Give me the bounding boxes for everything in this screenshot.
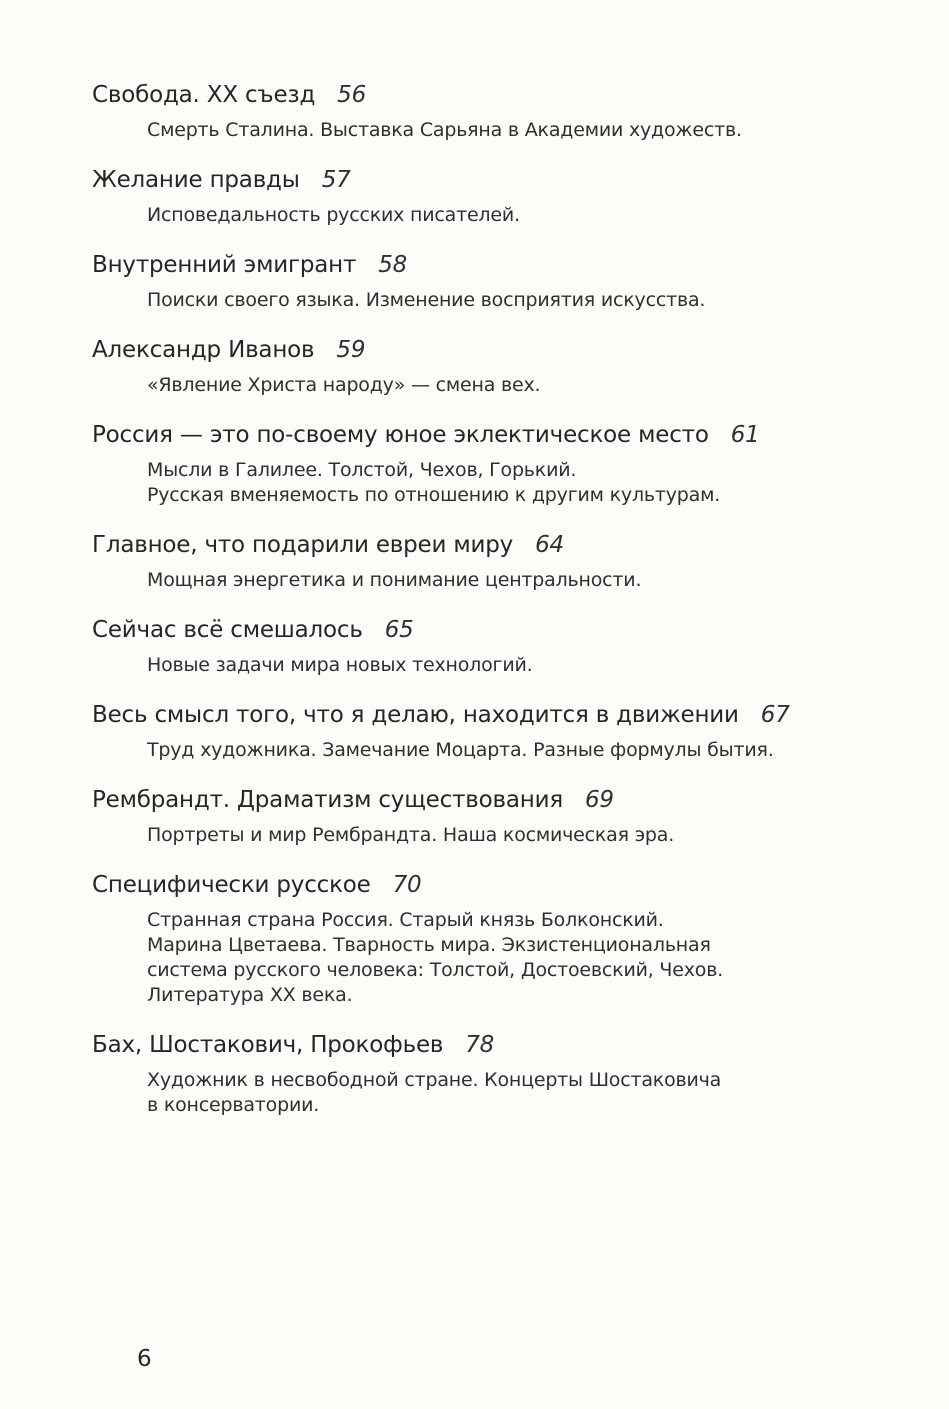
toc-entry-title-row xyxy=(92,698,892,732)
toc-entry-description-line: в консерватории. xyxy=(147,1094,320,1116)
toc-entry-page: 61 xyxy=(730,422,760,448)
toc-entry-description-line: «Явление Христа народу» — смена вех. xyxy=(147,374,541,396)
toc-entry xyxy=(92,528,892,593)
toc-entry-description xyxy=(147,568,892,593)
toc-entry-title-row xyxy=(92,248,892,282)
toc-entry xyxy=(92,163,892,228)
toc-entry-title: Главное, что подарили евреи миру xyxy=(92,532,514,558)
toc-entry-title-row xyxy=(92,163,892,197)
toc-entry-description-line: Новые задачи мира новых технологий. xyxy=(147,654,533,676)
toc-entry xyxy=(92,613,892,678)
toc-entry-page: 64 xyxy=(535,532,564,558)
page-number: 6 xyxy=(137,1346,152,1372)
toc-entry-page: 70 xyxy=(392,872,422,898)
toc-entry-description xyxy=(147,823,892,848)
toc-entry-description xyxy=(147,203,892,228)
toc-entry-title: Желание правды xyxy=(92,167,300,193)
toc-entry-description xyxy=(147,373,892,398)
toc-entry-description-line: Русская вменяемость по отношению к другим культурам. xyxy=(147,484,721,506)
toc-entry-description-line: Художник в несвободной стране. Концерты Шостаковича xyxy=(147,1069,722,1091)
toc-entry-title: Весь смысл того, что я делаю, находится в движении xyxy=(92,702,739,728)
toc-entry-title: Бах, Шостакович, Прокофьев xyxy=(92,1032,444,1058)
toc-entry-title-row xyxy=(92,1028,892,1062)
table-of-contents xyxy=(92,78,892,1138)
toc-entry-page: 69 xyxy=(584,787,614,813)
toc-entry-description xyxy=(147,908,892,1008)
toc-entry-title: Специфически русское xyxy=(92,872,371,898)
toc-entry-description-line: Мощная энергетика и понимание центральности. xyxy=(147,569,642,591)
toc-entry-title-row xyxy=(92,78,892,112)
toc-entry-title: Рембрандт. Драматизм существования xyxy=(92,787,563,813)
toc-entry-description xyxy=(147,118,892,143)
toc-entry-page: 65 xyxy=(384,617,414,643)
toc-entry-description-line: система русского человека: Толстой, Достоевский, Чехов. xyxy=(147,959,724,981)
toc-entry-title-row xyxy=(92,613,892,647)
toc-entry xyxy=(92,698,892,763)
toc-entry-description xyxy=(147,288,892,313)
toc-entry xyxy=(92,248,892,313)
toc-entry xyxy=(92,868,892,1008)
toc-entry xyxy=(92,78,892,143)
toc-entry-title: Россия — это по-своему юное эклектическое место xyxy=(92,422,709,448)
toc-entry-description-line: Труд художника. Замечание Моцарта. Разные формулы бытия. xyxy=(147,739,774,761)
toc-entry xyxy=(92,333,892,398)
toc-entry-description xyxy=(147,653,892,678)
toc-entry-description-line: Странная страна Россия. Старый князь Болконский. xyxy=(147,909,664,931)
toc-entry xyxy=(92,1028,892,1118)
toc-entry-title: Александр Иванов xyxy=(92,337,315,363)
toc-entry-page: 67 xyxy=(760,702,790,728)
toc-entry-description-line: Исповедальность русских писателей. xyxy=(147,204,520,226)
toc-entry-description-line: Портреты и мир Рембрандта. Наша космическая эра. xyxy=(147,824,675,846)
toc-entry-page: 78 xyxy=(465,1032,495,1058)
toc-entry-description-line: Литература XX века. xyxy=(147,984,353,1006)
toc-entry-description xyxy=(147,738,892,763)
toc-entry xyxy=(92,418,892,508)
toc-entry-page: 57 xyxy=(321,167,351,193)
toc-entry-description-line: Смерть Сталина. Выставка Сарьяна в Академии художеств. xyxy=(147,119,742,141)
toc-entry-title: Сейчас всё смешалось xyxy=(92,617,363,643)
toc-entry xyxy=(92,783,892,848)
toc-entry-page: 59 xyxy=(336,337,366,363)
toc-entry-page: 56 xyxy=(337,82,367,108)
toc-entry-description-line: Поиски своего языка. Изменение восприятия искусства. xyxy=(147,289,706,311)
toc-entry-title-row xyxy=(92,333,892,367)
toc-entry-description-line: Мысли в Галилее. Толстой, Чехов, Горький. xyxy=(147,459,577,481)
toc-entry-title-row xyxy=(92,868,892,902)
toc-entry-title-row xyxy=(92,528,892,562)
toc-entry-page: 58 xyxy=(378,252,408,278)
toc-entry-title-row xyxy=(92,783,892,817)
toc-entry-description xyxy=(147,1068,892,1118)
toc-entry-description xyxy=(147,458,892,508)
toc-entry-title: Свобода. XX съезд xyxy=(92,82,316,108)
toc-entry-description-line: Марина Цветаева. Тварность мира. Экзистенциональная xyxy=(147,934,711,956)
toc-entry-title-row xyxy=(92,418,892,452)
toc-entry-title: Внутренний эмигрант xyxy=(92,252,357,278)
